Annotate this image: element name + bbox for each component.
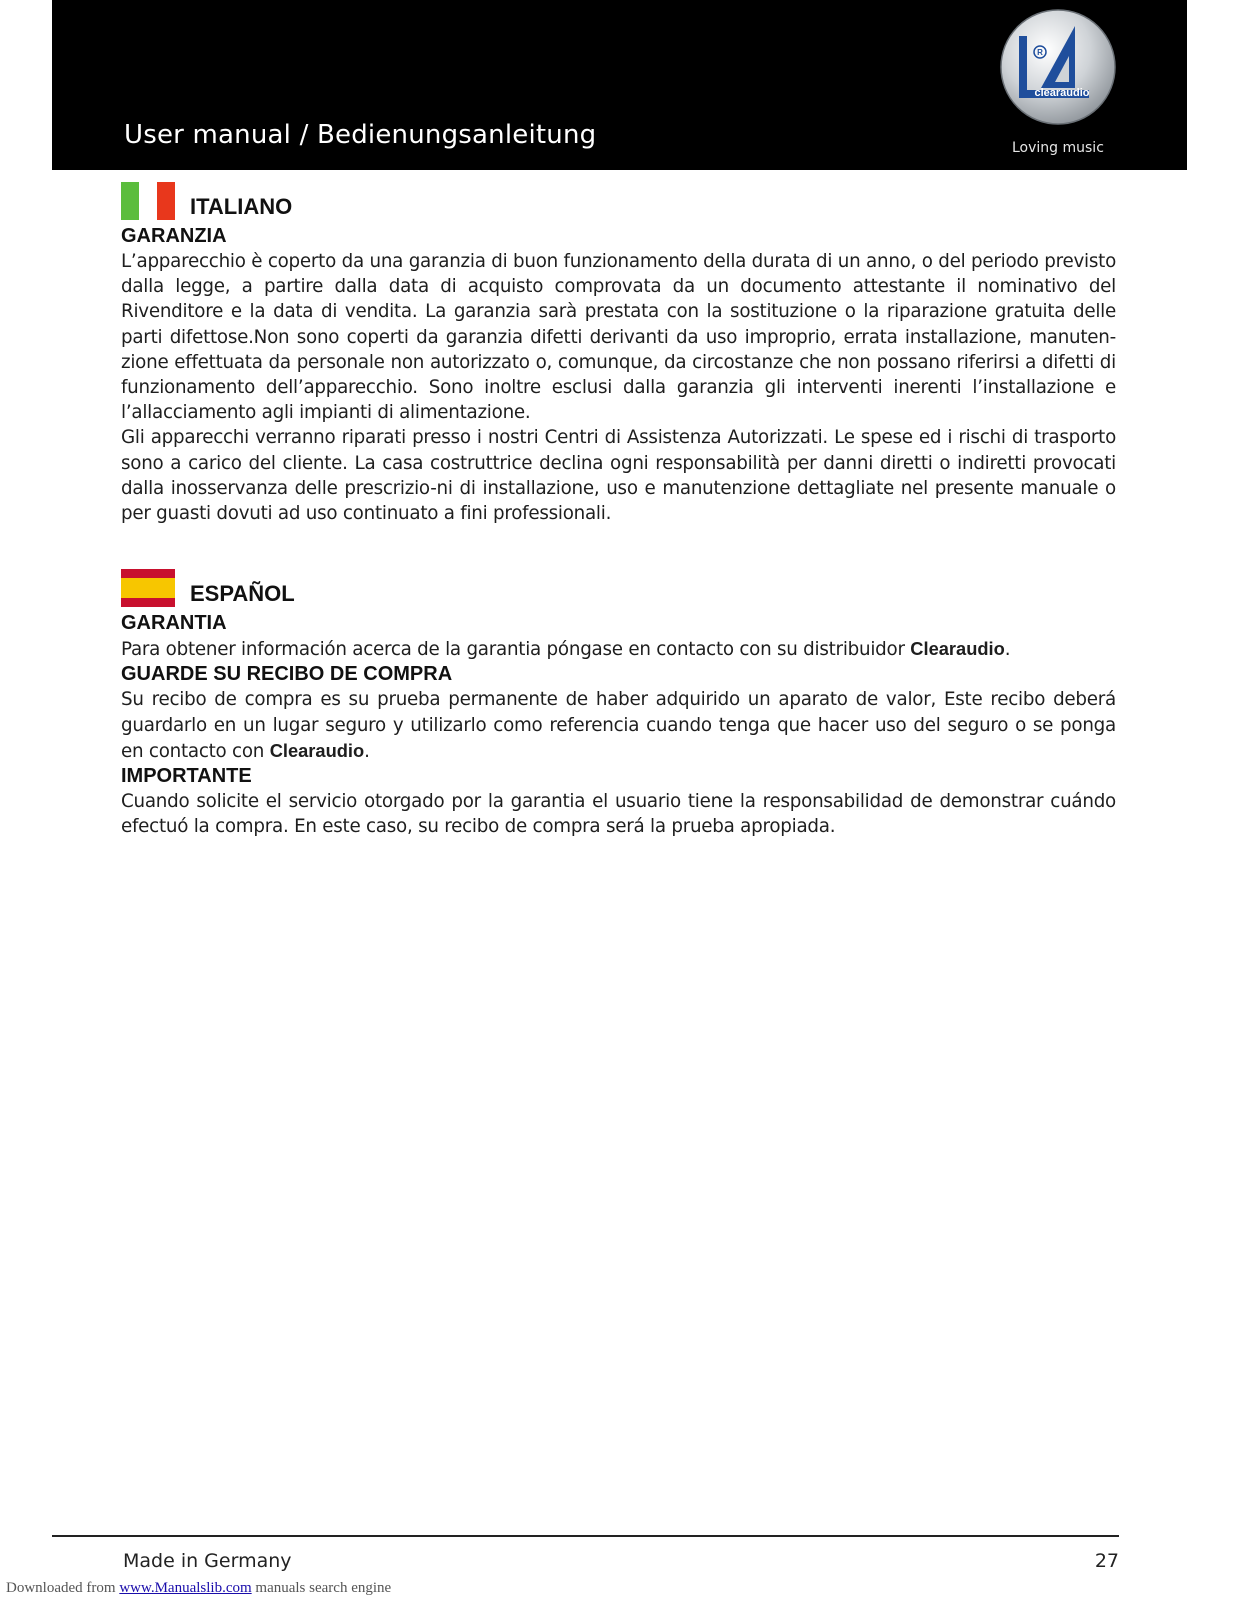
clearaudio-logo-icon (999, 8, 1117, 126)
svg-text:R: R (1037, 48, 1043, 57)
tagline: Loving music (1012, 140, 1104, 156)
spain-flag-icon (121, 569, 175, 607)
spanish-paragraph-3: Cuando solicite el servicio otorgado por la garantia el usuario tiene la responsabilidad de demonstrar cuándo efectuó la compra. En este caso, su recibo de compra será la prueba apropiada. (121, 791, 1116, 838)
heading-guarde-su-recibo: GUARDE SU RECIBO DE COMPRA (121, 663, 453, 686)
language-title-espanol: ESPAÑOL (190, 581, 295, 607)
language-title-italiano: ITALIANO (190, 194, 293, 219)
footer-divider (52, 1535, 1119, 1537)
manual-title: User manual / Bedienungsanleitung (124, 120, 597, 150)
download-note: Downloaded from www.Manualslib.com manuals search engine (6, 1580, 392, 1596)
italian-paragraph-1: L’apparecchio è coperto da una garanzia di buon funzionamento della durata di un anno, o del periodo previsto dalla legge, a partire dalla data di acquisto comprovata da un documento attestante il nominativo del Rivenditore e la data di vendita. La garanzia sarà prestata con la sostituzione o la riparazione gratuita delle parti difettose.Non sono coperti da garanzia difetti derivanti da uso improprio, errata installazione, manuten-zione effettuata da personale non autorizzato o, comunque, da circostanze che non possano riferirsi a difetti di funzionamento dell’apparecchio. Sono inoltre esclusi dalla garanzia gli interventi inerenti l’installazione e l’allacciamento agli impianti di alimentazione. (121, 251, 1116, 424)
italian-section-heading (121, 182, 1116, 224)
brand-name: Clearaudio (910, 638, 1005, 660)
main-content (121, 182, 1116, 839)
heading-garantia: GARANTIA (121, 612, 227, 635)
italy-flag-icon (121, 182, 175, 220)
spanish-section-heading (121, 569, 1116, 611)
page-header (52, 0, 1187, 170)
page-number: 27 (1094, 1550, 1119, 1572)
heading-garanzia: GARANZIA (121, 225, 227, 247)
footer-made-in: Made in Germany (123, 1550, 292, 1572)
brand-name: Clearaudio (269, 739, 365, 761)
manualslib-link[interactable]: www.Manualslib.com (119, 1580, 252, 1596)
italian-paragraph-2: Gli apparecchi verranno riparati presso i nostri Centri di Assistenza Autorizzati. Le spese ed i rischi di trasporto sono a carico del cliente. La casa costruttrice declina ogni responsabilità per danni diretti o indiretti provocati dalla inosservanza delle prescrizio-ni di installazione, uso e manutenzione dettagliate nel presente manuale o per guasti dovuti ad uso continuato a fini professionali. (121, 427, 1116, 525)
spanish-paragraph-2: Su recibo de compra es su prueba permanente de haber adquirido un aparato de valor, Este recibo deberá guardarlo en un lugar seguro y utilizarlo como referencia cuando tenga que hacer uso del seguro o se ponga en contacto con Clearaudio. (121, 689, 1116, 762)
heading-importante: IMPORTANTE (121, 765, 252, 788)
spanish-paragraph-1: Para obtener información acerca de la garantia póngase en contacto con su distribuidor Clearaudio. (121, 638, 1011, 661)
svg-text:clearaudio: clearaudio (1034, 87, 1090, 99)
